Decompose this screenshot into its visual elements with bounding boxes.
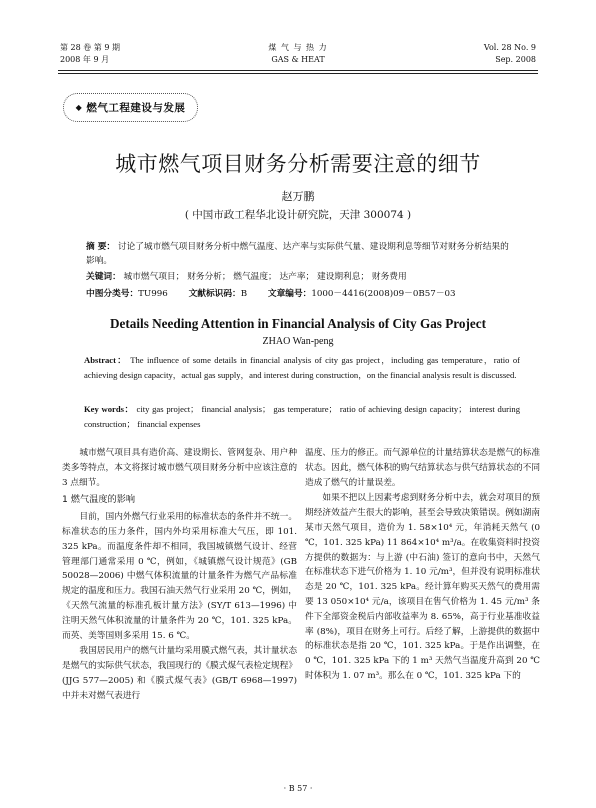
article-number-value: 1000－4416(2008)09－0B57－03	[311, 289, 456, 299]
section-heading: 1 燃气温度的影响	[62, 494, 136, 506]
abstract-cn	[86, 240, 516, 268]
article-title-cn: 城市燃气项目财务分析需要注意的细节	[115, 152, 481, 176]
journal-volume-info-en	[484, 42, 536, 66]
paragraph: 目前，国内外燃气行业采用的标准状态的条件并不统一。标准状态的压力条件，国内外均采用标准大气压，即 101. 325 kPa。而温度条件却不相同，我国城镇燃气设计、经营管理部门通常采用 0 ℃，例如，《城镇燃气设计规范》(GB 50028—2006) 中燃气体积流量的计量条件为燃气产品标准规定的温度和压力。我国石油天然气行业采用 20 ℃，例如，《天然气流量的标准孔板计量方法》(SY/T 613—1996) 中注明天然气体积流量的计量条件为 20 ℃，101. 325 kPa。而英、美等国则多采用 15. 6 ℃。	[62, 512, 297, 641]
keywords-cn-label: 关键词：	[86, 272, 121, 282]
keywords-en	[84, 402, 520, 431]
keywords-cn-text: 城市燃气项目； 财务分析； 燃气温度； 达产率； 建设期利息； 财务费用	[123, 272, 407, 282]
paragraph: 如果不把以上因素考虑到财务分析中去，就会对项目的预期经济效益产生很大的影响，甚至会导致决策错误。例如湖南某市天然气项目，造价为 1. 58×10⁴ 元，年消耗天然气 (0 ℃，101. 325 kPa) 11 864×10⁴ m³/a。在收集资料时投资方提供的数据为：与上游 (中石油) 签订的意向书中，天然气在标准状态下进气价格为 1. 10 元/m³，但并没有说明标准状态是 20 ℃，101. 325 kPa。经计算年购买天然气的费用需要 13 050×10⁴ 元/a，该项目在售气价格为 1. 45 元/m³ 条件下全部资金税后内部收益率为 8. 65%，高于行业基准收益率 (8%)，项目在财务上可行。后经了解，上游提供的数据中的标准状态是指 20 ℃，101. 325 kPa。于是作出调整，在 0 ℃，101. 325 kPa 下的 1 m³ 天然气当温度升高到 20 ℃ 时体积为 1. 07 m³。那么在 0 ℃，101. 325 kPa 下的	[305, 493, 540, 681]
volume-issue-en: Vol. 28 No. 9	[483, 43, 536, 52]
classification-line	[86, 287, 516, 301]
clc-value: TU996	[138, 289, 168, 299]
page-number: · B 57 ·	[283, 784, 313, 793]
publication-date-cn: 2008 年 9 月	[60, 55, 110, 64]
author-en: ZHAO Wan-peng	[262, 336, 334, 347]
article-title-en: Details Needing Attention in Financial Analysis of City Gas Project	[110, 316, 486, 331]
doc-code-value: B	[240, 289, 248, 299]
volume-issue: 第 28 卷 第 9 期	[60, 43, 120, 52]
body-column-left	[62, 446, 297, 705]
body-column-right	[305, 446, 540, 685]
abstract-cn-label: 摘 要：	[86, 242, 116, 252]
author-cn: 赵万鹏	[281, 190, 315, 203]
abstract-cn-text: 讨论了城市燃气项目财务分析中燃气温度、达产率与实际供气量、建设期利息等细节对财务分析结果的影响。	[86, 242, 509, 266]
journal-name-cn: 煤 气 与 热 力	[268, 43, 328, 52]
paragraph: 城市燃气项目具有造价高、建设期长、管网复杂、用户种类多等特点，本文将探讨城市燃气项目财务分析中应该注意的 3 点细节。	[62, 448, 297, 488]
keywords-en-text: city gas project； financial analysis； gas temperature； ratio of achieving design capacity； interest during construction； financial expenses	[84, 404, 520, 429]
paragraph: 温度、压力的修正。而气源单位的计量结算状态是燃气的标准状态。因此，燃气体积的购气结算状态与供气结算状态的不同造成了燃气的计量误差。	[305, 448, 540, 488]
section-tag-label: 燃气工程建设与发展	[86, 102, 186, 114]
abstract-en-text: The influence of some details in financial analysis of city gas project，including gas temperature，ratio of achieving design capacity，actual gas supply，and interest during construction，on the financial analysis result is discussed.	[84, 355, 521, 380]
keywords-cn	[86, 270, 516, 284]
clc-label: 中图分类号：	[86, 289, 139, 299]
affiliation-cn: ( 中国市政工程华北设计研究院，天津 300074 )	[184, 209, 412, 221]
doc-code-label: 文献标识码：	[188, 289, 241, 299]
header-rule-thin	[58, 73, 538, 74]
header-rule	[58, 70, 538, 71]
abstract-en-label: Abstract：	[84, 355, 127, 365]
journal-name-en: GAS & HEAT	[271, 55, 325, 64]
paragraph: 我国居民用户的燃气计量均采用膜式燃气表，其计量状态是燃气的实际供气状态，我国现行的《膜式煤气表检定规程》(JJG 577—2005) 和《膜式煤气表》(GB/T 6968—1997) 中并未对燃气表进行	[62, 646, 297, 701]
publication-date-en: Sep. 2008	[495, 55, 536, 64]
abstract-en	[84, 353, 520, 382]
section-tag	[63, 93, 198, 122]
keywords-en-label: Key words：	[84, 404, 134, 414]
article-number-label: 文章编号：	[267, 289, 312, 299]
diamond-icon: ◆	[75, 103, 83, 112]
